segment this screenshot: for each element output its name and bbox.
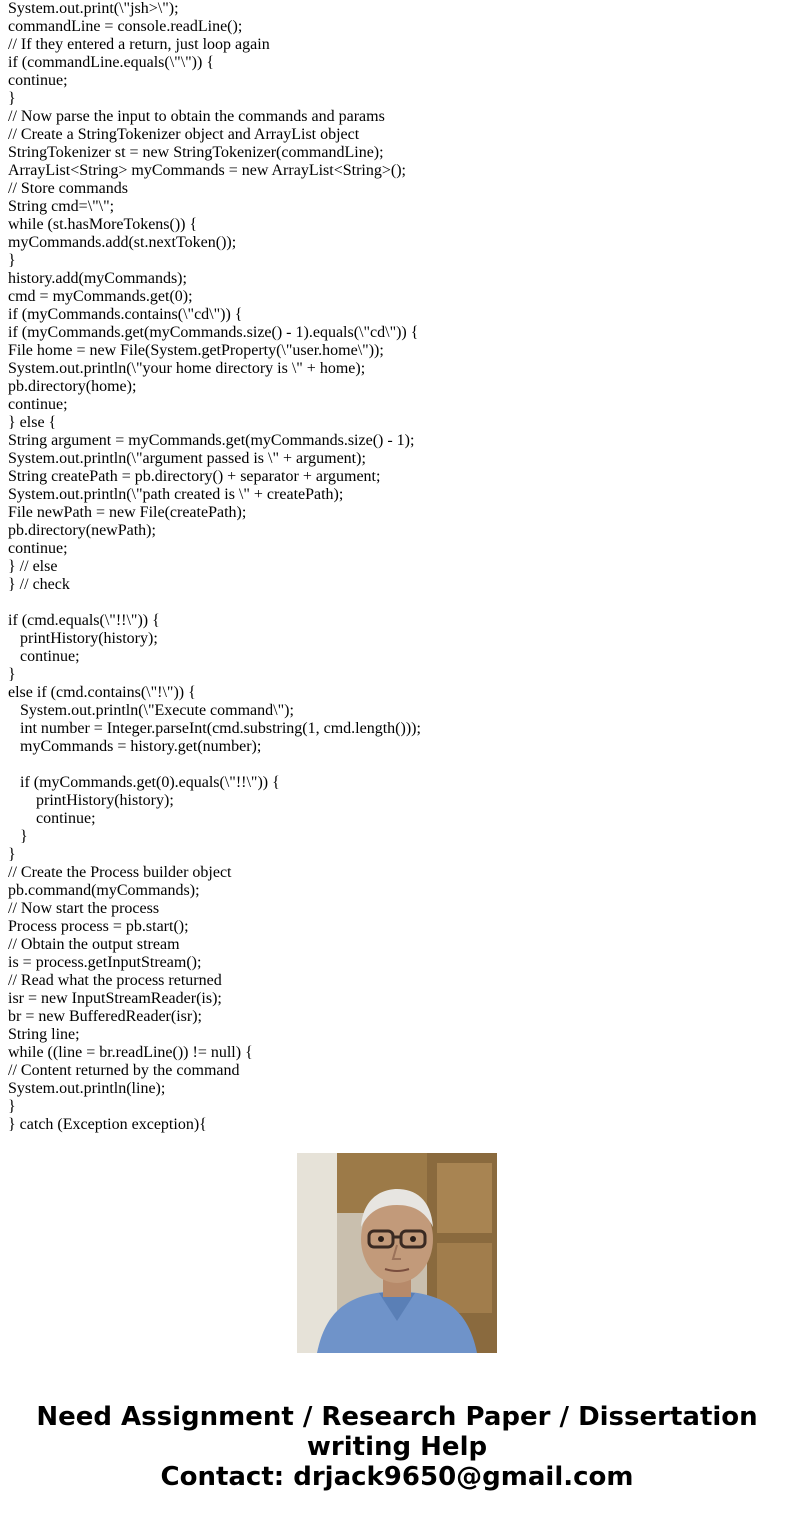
code-line: } else { xyxy=(8,414,57,431)
code-line: else if (cmd.contains(\"!\")) { xyxy=(8,684,196,701)
code-line: if (myCommands.get(0).equals(\"!!\")) { xyxy=(8,774,280,791)
code-line: String createPath = pb.directory() + separator + argument; xyxy=(8,468,381,485)
code-line: } // check xyxy=(8,576,70,593)
code-line: continue; xyxy=(8,648,80,665)
code-line: continue; xyxy=(8,396,68,413)
code-line: } xyxy=(8,828,28,845)
code-line: // Now parse the input to obtain the commands and params xyxy=(8,108,385,125)
code-line: continue; xyxy=(8,810,96,827)
promo-line-2: writing Help xyxy=(306,1432,488,1462)
code-line: } xyxy=(8,90,16,107)
code-line: // Obtain the output stream xyxy=(8,936,180,953)
code-line: int number = Integer.parseInt(cmd.substring(1, cmd.length())); xyxy=(8,720,421,737)
code-line: } xyxy=(8,252,16,269)
code-line: File home = new File(System.getProperty(\"user.home\")); xyxy=(8,342,384,359)
code-line: if (myCommands.contains(\"cd\")) { xyxy=(8,306,243,323)
code-line: if (commandLine.equals(\"\")) { xyxy=(8,54,215,71)
code-line: System.out.println(\"path created is \" + createPath); xyxy=(8,486,344,503)
code-line: if (cmd.equals(\"!!\")) { xyxy=(8,612,160,629)
code-line: } xyxy=(8,1098,16,1115)
code-line: System.out.print(\"jsh>\"); xyxy=(8,0,179,17)
code-line: System.out.println(\"argument passed is \" + argument); xyxy=(8,450,366,467)
code-line: Process process = pb.start(); xyxy=(8,918,189,935)
code-line: while (st.hasMoreTokens()) { xyxy=(8,216,198,233)
code-line: br = new BufferedReader(isr); xyxy=(8,1008,202,1025)
code-line: is = process.getInputStream(); xyxy=(8,954,202,971)
code-line: } xyxy=(8,666,16,683)
code-line xyxy=(8,756,421,774)
code-line: continue; xyxy=(8,72,68,89)
code-line: pb.directory(home); xyxy=(8,378,137,395)
code-line: // Store commands xyxy=(8,180,128,197)
code-line: System.out.println(\"your home directory is \" + home); xyxy=(8,360,366,377)
code-line: pb.command(myCommands); xyxy=(8,882,200,899)
code-line: System.out.println(\"Execute command\"); xyxy=(8,702,294,719)
code-line: commandLine = console.readLine(); xyxy=(8,18,243,35)
code-line: printHistory(history); xyxy=(8,792,174,809)
code-line xyxy=(8,594,421,612)
code-line: } // else xyxy=(8,558,58,575)
code-line: history.add(myCommands); xyxy=(8,270,187,287)
promo-banner xyxy=(0,1402,794,1492)
code-line: cmd = myCommands.get(0); xyxy=(8,288,193,305)
avatar xyxy=(297,1153,497,1353)
code-line: isr = new InputStreamReader(is); xyxy=(8,990,222,1007)
code-line: // Create the Process builder object xyxy=(8,864,232,881)
code-line: // Content returned by the command xyxy=(8,1062,240,1079)
code-line: } catch (Exception exception){ xyxy=(8,1116,207,1133)
code-line: String line; xyxy=(8,1026,80,1043)
code-line: while ((line = br.readLine()) != null) { xyxy=(8,1044,253,1061)
code-line: printHistory(history); xyxy=(8,630,158,647)
code-line: // If they entered a return, just loop again xyxy=(8,36,270,53)
code-line: myCommands = history.get(number); xyxy=(8,738,262,755)
code-line: File newPath = new File(createPath); xyxy=(8,504,247,521)
code-lines xyxy=(8,0,421,1134)
code-line: myCommands.add(st.nextToken()); xyxy=(8,234,237,251)
promo-line-1: Need Assignment / Research Paper / Dissertation xyxy=(36,1402,758,1432)
code-line: } xyxy=(8,846,16,863)
person-photo-icon xyxy=(297,1153,497,1353)
code-line: if (myCommands.get(myCommands.size() - 1).equals(\"cd\")) { xyxy=(8,324,419,341)
code-line: // Create a StringTokenizer object and ArrayList object xyxy=(8,126,360,143)
code-line: // Read what the process returned xyxy=(8,972,222,989)
code-line: System.out.println(line); xyxy=(8,1080,166,1097)
promo-contact: Contact: drjack9650@gmail.com xyxy=(160,1462,634,1492)
code-line: // Now start the process xyxy=(8,900,160,917)
code-line: pb.directory(newPath); xyxy=(8,522,156,539)
code-line: String cmd=\"\"; xyxy=(8,198,115,215)
code-line: String argument = myCommands.get(myCommands.size() - 1); xyxy=(8,432,415,449)
code-line: StringTokenizer st = new StringTokenizer(commandLine); xyxy=(8,144,384,161)
code-line: continue; xyxy=(8,540,68,557)
code-line: ArrayList<String> myCommands = new ArrayList<String>(); xyxy=(8,162,406,179)
